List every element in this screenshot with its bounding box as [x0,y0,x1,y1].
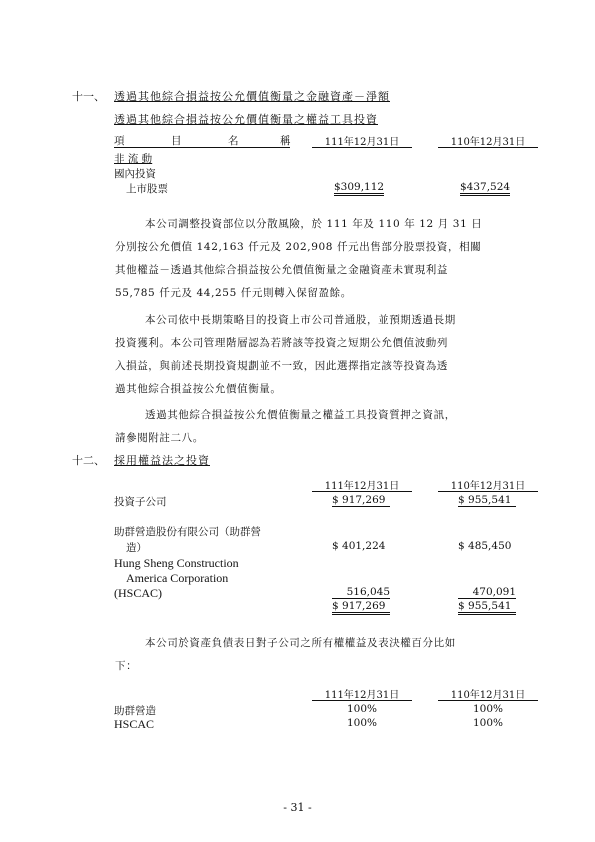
ownership-row-2021: 100% [472,717,504,729]
paragraph-pledge: 透過其他綜合損益按公允價值衡量之權益工具投資質押之資訊， 請參閱附註二八。 [115,409,456,444]
listed-stock-2021: $437,524 [460,181,516,193]
paragraph-disposal: 本公司調整投資部位以分散風險，於 111 年及 110 年 12 月 31 日 分別按公允價值 142,163 仟元及 202,908 仟元出售部分股票投資，相關 其他權益－透過其他綜合損益按公允價值衡量之金融資產未實現利益 55,785 仟元及 44,255 仟元則轉入保留盈餘。 [115,218,483,299]
subsidiaries-2022: $ 917,269 [332,494,392,507]
equity-col-header-2021: 110年12月31日 [438,477,538,492]
section-12-number: 十二、 [72,454,105,467]
hscac-label-line1: Hung Sheng Construction [114,556,239,570]
total-2022: $ 917,269 [332,600,390,615]
ownership-col-header-2021: 110年12月31日 [438,686,538,701]
paragraph-strategy: 本公司依中長期策略目的投資上市公司普通股，並預期透過長期 投資獲利。本公司管理階層認為若將該等投資之短期公允價值波動列 入損益，與前述長期投資規劃並不一致，因此選擇指定該等投資為透 過其他綜合損益按公允價值衡量。 [115,314,456,395]
listed-stock-label: 上市股票 [126,183,168,195]
ownership-row-name: HSCAC [114,717,155,731]
section-11-number: 十一、 [72,90,105,103]
section-12-title: 採用權益法之投資 [114,454,210,467]
ownership-col-header-2022: 111年12月31日 [312,686,412,701]
hscac-label-line2: America Corporation [126,571,229,585]
hscac-label-line3: (HSCAC) [114,586,163,600]
ownership-row-2021: 100% [472,703,504,715]
total-2021: $ 955,541 [458,600,516,615]
col-header-2022-dec31: 111年12月31日 [312,133,412,148]
hungsheng-label-line2: 造） [126,542,147,554]
hscac-2022: 516,045 [332,586,390,599]
equity-col-header-2022: 111年12月31日 [312,477,412,492]
subsidiaries-2021: $ 955,541 [458,494,518,507]
ownership-row-2022: 100% [346,717,378,729]
hungsheng-2021: $ 485,450 [458,540,512,552]
noncurrent-label: 非 流 動 [114,153,153,165]
domestic-investment-label: 國內投資 [114,168,156,180]
paragraph-ownership: 本公司於資產負債表日對子公司之所有權權益及表決權百分比如 下： [115,637,456,672]
hscac-2021: 470,091 [458,586,516,599]
section-11-title: 透過其他綜合損益按公允價值衡量之金融資產－淨額 [114,90,390,103]
investment-in-subsidiaries-label: 投資子公司 [114,496,167,508]
col-header-2021-dec31: 110年12月31日 [438,133,538,148]
hungsheng-2022: $ 401,224 [332,540,386,552]
ownership-row-name: 助群營造 [114,705,156,717]
hungsheng-label-line1: 助群營造股份有限公司（助群營 [114,526,261,538]
section-11-subtitle: 透過其他綜合損益按公允價值衡量之權益工具投資 [114,113,378,126]
ownership-row-2022: 100% [346,703,378,715]
item-name-header: 項 目 名 稱 [114,135,291,147]
listed-stock-2022: $309,112 [334,181,390,193]
page-number: - 31 - [283,801,312,814]
